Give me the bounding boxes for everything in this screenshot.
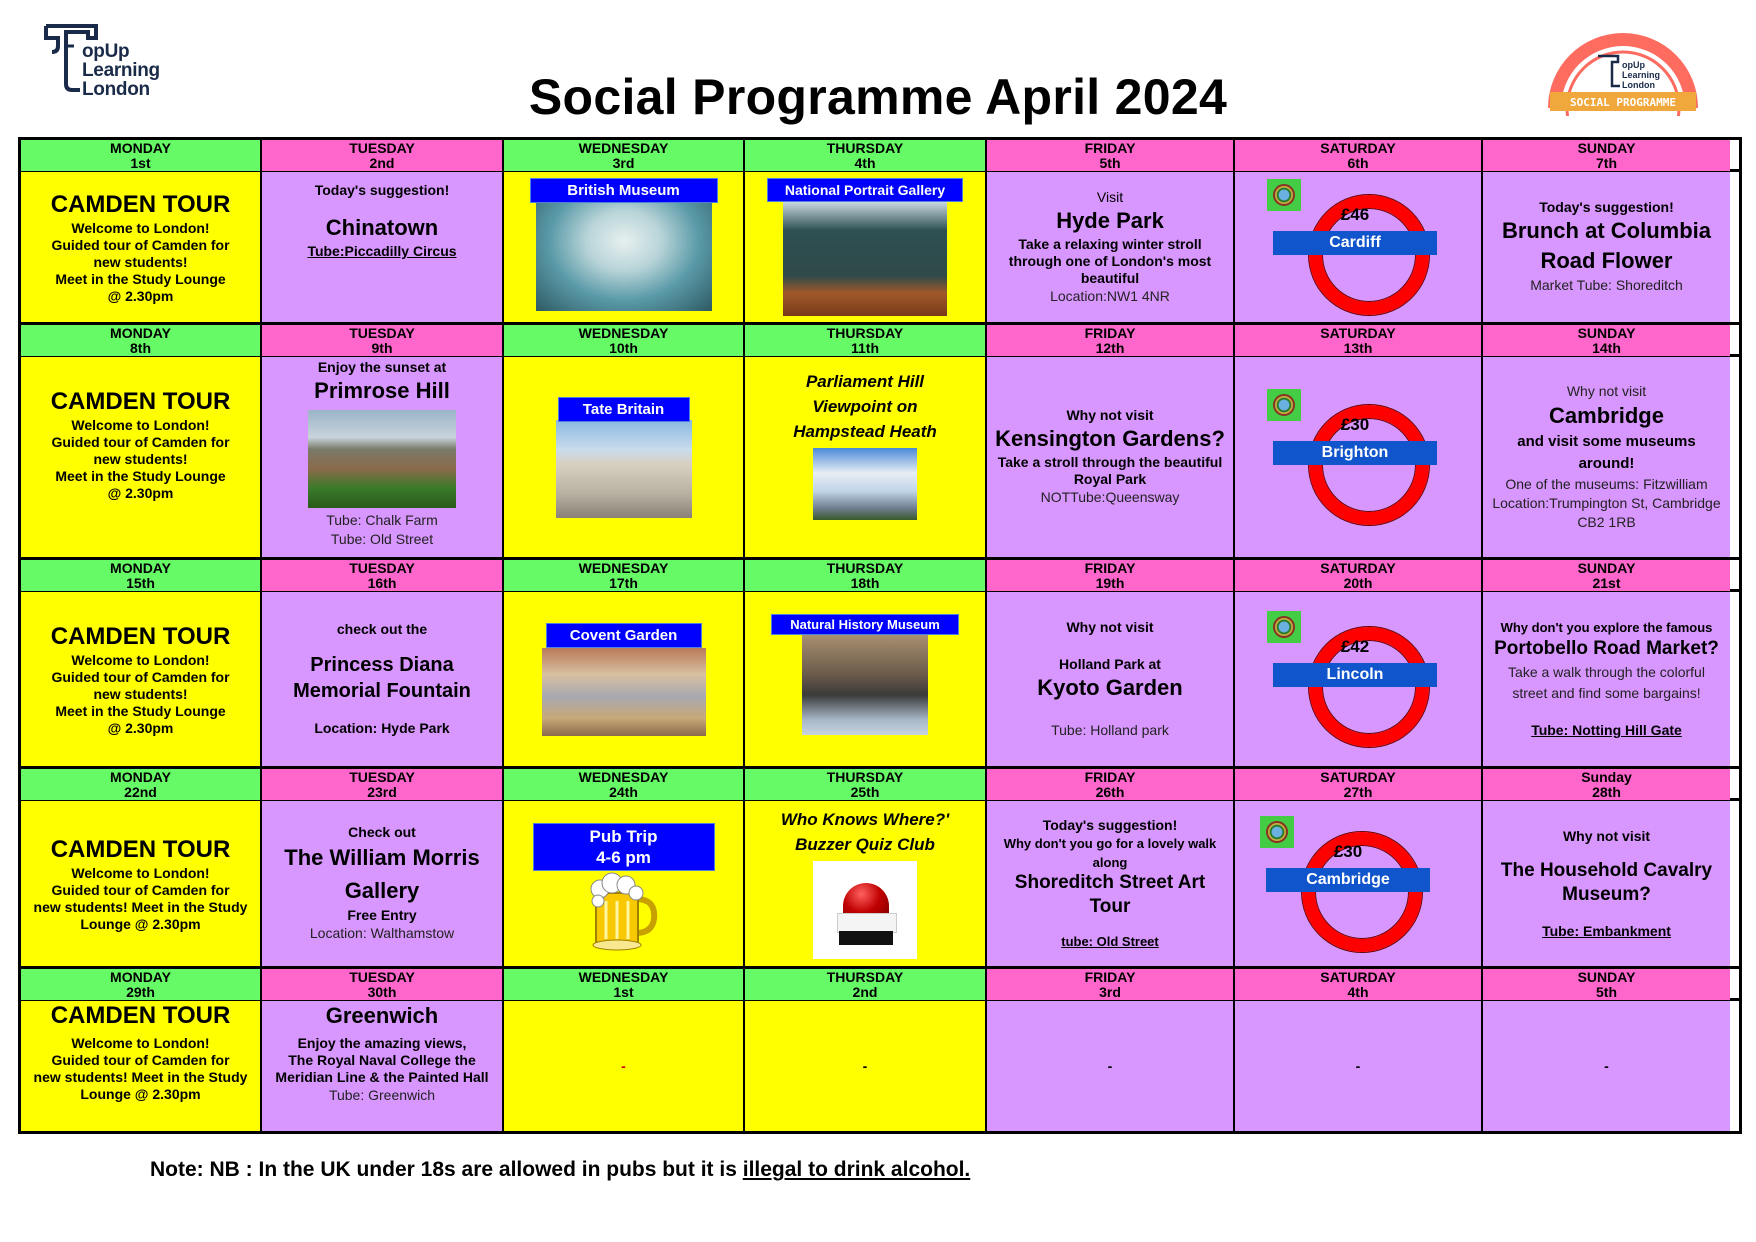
activity-primrose-hill: Enjoy the sunset at Primrose Hill Tube: Chalk Farm Tube: Old Street [262,357,504,557]
beer-mug-icon [584,871,664,951]
activity-william-morris-gallery: Check out The William Morris Gallery Free Entry Location: Walthamstow [262,801,504,966]
svg-text:London: London [1622,80,1655,90]
day-header: MONDAY 22nd [21,769,262,800]
day-header: TUESDAY 30th [262,969,504,1000]
activity-cambridge: Why not visit Cambridge and visit some museums around! One of the museums: Fitzwilliam Location:Trumpington St, Cambridge CB2 1RB [1483,357,1730,557]
logo-line-3: London [82,79,150,100]
note-emphasis: illegal to drink alcohol. [742,1158,971,1181]
activity-greenwich: Greenwich Enjoy the amazing views, The Royal Naval College the Meridian Line & the Painted Hall Tube: Greenwich [262,1001,504,1131]
day-header: THURSDAY 4th [745,140,987,171]
activity-buzzer-quiz-club: Who Knows Where?' Buzzer Quiz Club [745,801,987,966]
activity-trip-cambridge [1235,801,1483,966]
empty-day: - [745,1001,987,1131]
trip-destination: Brighton [1273,441,1437,465]
social-programme-badge [1540,16,1706,116]
week-1-activities [21,172,1739,322]
activity-covent-garden [504,592,745,766]
day-header: TUESDAY 23rd [262,769,504,800]
activity-portobello-road: Why don't you explore the famous Portobello Road Market? Take a walk through the colorful street and find some bargains! Tube: Notting Hill Gate [1483,592,1730,766]
trip-destination: Lincoln [1273,663,1437,687]
tate-britain-label: Tate Britain [558,397,690,422]
tube-roundel-icon [1273,187,1443,307]
activity-kensington-gardens: Why not visit Kensington Gardens? Take a stroll through the beautiful Royal Park NOTTube:Queensway [987,357,1235,557]
activity-camden-tour: CAMDEN TOUR Welcome to London! Guided tour of Camden for new students! Meet in the Study Lounge @ 2.30pm [21,357,262,557]
week-4-activities [21,801,1739,966]
calendar-grid [18,137,1742,1134]
trip-destination: Cardiff [1273,231,1437,255]
activity-british-museum [504,172,745,322]
british-museum-label: British Museum [530,178,718,203]
day-header: MONDAY 15th [21,560,262,591]
empty-day: - [987,1001,1235,1131]
day-header: SUNDAY 14th [1483,325,1730,356]
svg-text:opUp: opUp [1622,60,1645,70]
day-header: SATURDAY 6th [1235,140,1483,171]
day-header: SATURDAY 27th [1235,769,1483,800]
day-header: SUNDAY 7th [1483,140,1730,171]
tube-roundel-icon [1273,397,1443,517]
day-header: MONDAY 8th [21,325,262,356]
day-header: FRIDAY 5th [987,140,1235,171]
activity-parliament-hill: Parliament Hill Viewpoint on Hampstead Heath [745,357,987,557]
logo-line-2: Learning [82,60,160,81]
week-1-header [21,137,1739,172]
trip-destination: Cambridge [1266,868,1430,892]
trip-price: £46 [1340,205,1370,224]
day-header: THURSDAY 2nd [745,969,987,1000]
activity-camden-tour: CAMDEN TOUR Welcome to London! Guided tour of Camden for new students! Meet in the Study Lounge @ 2.30pm [21,592,262,766]
week-3-activities [21,592,1739,766]
day-header: SATURDAY 13th [1235,325,1483,356]
day-header: SATURDAY 4th [1235,969,1483,1000]
empty-day: - [1483,1001,1730,1131]
pub-trip-label: Pub Trip 4-6 pm [533,823,715,871]
day-header: FRIDAY 19th [987,560,1235,591]
activity-national-portrait-gallery [745,172,987,322]
day-header: THURSDAY 11th [745,325,987,356]
portrait-gallery-label: National Portrait Gallery [767,178,963,202]
day-header: WEDNESDAY 10th [504,325,745,356]
day-header: Sunday 28th [1483,769,1730,800]
day-header: WEDNESDAY 1st [504,969,745,1000]
primrose-hill-photo [308,410,456,508]
natural-history-museum-photo [802,635,928,735]
svg-text:Learning: Learning [1622,70,1661,80]
activity-natural-history-museum [745,592,987,766]
covent-garden-photo [542,648,706,736]
logo-line-1: opUp [82,41,130,62]
day-header: FRIDAY 26th [987,769,1235,800]
badge-seal-icon [1540,16,1706,116]
empty-day: - [1235,1001,1483,1131]
week-3-header [21,557,1739,592]
activity-tate-britain [504,357,745,557]
week-5-header [21,966,1739,1001]
svg-text:SOCIAL PROGRAMME: SOCIAL PROGRAMME [1570,96,1676,109]
week-2-activities [21,357,1739,557]
day-header: FRIDAY 12th [987,325,1235,356]
covent-garden-label: Covent Garden [546,623,702,648]
day-header: WEDNESDAY 17th [504,560,745,591]
activity-kyoto-garden: Why not visit Holland Park at Kyoto Garden Tube: Holland park [987,592,1235,766]
tube-roundel-icon [1266,824,1436,944]
day-header: SUNDAY 5th [1483,969,1730,1000]
day-header: TUESDAY 16th [262,560,504,591]
activity-pub-trip [504,801,745,966]
day-header: SUNDAY 21st [1483,560,1730,591]
activity-camden-tour: CAMDEN TOUR Welcome to London! Guided tour of Camden for new students! Meet in the Study Lounge @ 2.30pm [21,172,262,322]
activity-camden-tour: CAMDEN TOUR Welcome to London! Guided tour of Camden for new students! Meet in the Study Lounge @ 2.30pm [21,1001,262,1131]
empty-day: - [504,1001,745,1131]
day-header: TUESDAY 2nd [262,140,504,171]
activity-trip-brighton [1235,357,1483,557]
activity-chinatown: Today's suggestion! Chinatown Tube:Piccadilly Circus [262,172,504,322]
british-museum-photo [536,203,712,311]
activity-trip-cardiff [1235,172,1483,322]
day-header: FRIDAY 3rd [987,969,1235,1000]
day-header: THURSDAY 18th [745,560,987,591]
trip-price: £30 [1333,841,1363,861]
day-header: SATURDAY 20th [1235,560,1483,591]
week-5-activities [21,1001,1739,1134]
day-header: MONDAY 1st [21,140,262,171]
tate-britain-photo [556,420,692,518]
activity-princess-diana-fountain: check out the Princess Diana Memorial Fountain Location: Hyde Park [262,592,504,766]
week-2-header [21,322,1739,357]
activity-household-cavalry-museum: Why not visit The Household Cavalry Museum? Tube: Embankment [1483,801,1730,966]
page-title: Social Programme April 2024 [528,69,1228,125]
hampstead-heath-photo [813,448,917,520]
day-header: THURSDAY 25th [745,769,987,800]
activity-shoreditch-street-art: Today's suggestion! Why don't you go for a lovely walk along Shoreditch Street Art Tour tube: Old Street [987,801,1235,966]
note-text: Note: NB : In the UK under 18s are allowed in pubs but it is [150,1158,743,1181]
portrait-gallery-photo [783,202,947,316]
alcohol-note [150,1158,970,1182]
activity-camden-tour: CAMDEN TOUR Welcome to London! Guided tour of Camden for new students! Meet in the Study Lounge @ 2.30pm [21,801,262,966]
tube-roundel-icon [1273,619,1443,739]
day-header: TUESDAY 9th [262,325,504,356]
activity-columbia-road: Today's suggestion! Brunch at Columbia Road Flower Market Tube: Shoreditch [1483,172,1730,322]
day-header: WEDNESDAY 24th [504,769,745,800]
natural-history-museum-label: Natural History Museum [771,614,959,635]
day-header: WEDNESDAY 3rd [504,140,745,171]
trip-price: £30 [1340,415,1370,434]
activity-trip-lincoln [1235,592,1483,766]
buzzer-button-photo [813,861,917,959]
trip-price: £42 [1340,637,1370,656]
activity-hyde-park: Visit Hyde Park Take a relaxing winter stroll through one of London's most beautiful Location:NW1 4NR [987,172,1235,322]
day-header: MONDAY 29th [21,969,262,1000]
week-4-header [21,766,1739,801]
